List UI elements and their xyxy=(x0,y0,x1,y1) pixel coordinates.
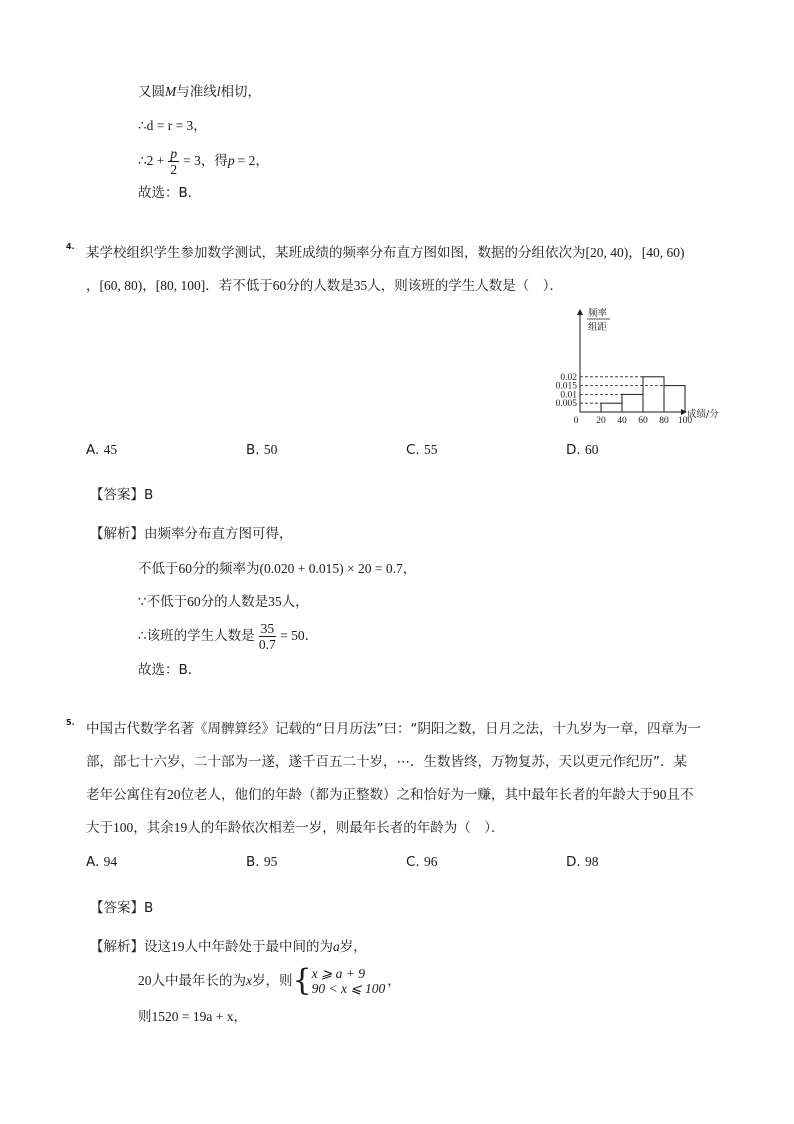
prev-solution-line-1: 又圆M与准线l相切， xyxy=(138,84,262,100)
q5-option-a[interactable]: A. 94 xyxy=(86,854,118,870)
x-axis-label: 成绩/分 xyxy=(687,409,719,420)
q4-option-a[interactable]: A. 45 xyxy=(86,442,118,458)
fraction-35-over-0.7: $\frac{35}{0.7}$ xyxy=(258,620,276,652)
question-5-number: 5. xyxy=(66,718,75,727)
y-axis-label-top: 频率 xyxy=(588,308,608,319)
inequality-system: x ⩾ a + 9 90 < x ⩽ 100 xyxy=(311,966,386,996)
y-tick-label-0.005: 0.005 xyxy=(555,399,577,410)
y-tick-label-0.015: 0.015 xyxy=(555,381,577,392)
question-4-number: 4. xyxy=(66,242,75,251)
q4-answer: 【答案】B xyxy=(90,487,154,503)
question-5-line-2: 部，部七十六岁，二十部为一遂，遂千百五二十岁，⋯．生数皆终，万物复苏，天以更元作纪历”．某 xyxy=(86,754,687,770)
prev-solution-line-4: 故选：B． xyxy=(138,185,202,201)
q4-analysis-line-1: 不低于60分的频率为(0.020 + 0.015) × 20 = 0.7， xyxy=(138,561,417,577)
q4-option-b[interactable]: B. 50 xyxy=(246,442,278,458)
fraction-p-over-2: $\frac{p}{2}$ xyxy=(170,145,178,177)
x-tick-label-20: 20 xyxy=(596,416,606,424)
histogram-bar-80-100 xyxy=(664,386,685,412)
q5-option-b[interactable]: B. 95 xyxy=(246,854,278,870)
x-tick-label-100: 100 xyxy=(677,416,693,424)
q5-analysis-line-1: 【解析】设这19人中年龄处于最中间的为a岁， xyxy=(90,939,367,955)
x-tick-label-60: 60 xyxy=(638,416,648,424)
q5-analysis-line-2: 20 人中最年长的为 x 岁，则 { x ⩾ a + 9 90 < x ⩽ 100 ， xyxy=(138,963,401,998)
prev-solution-line-2: ∴d = r = 3， xyxy=(138,118,207,133)
q4-option-d[interactable]: D. 60 xyxy=(566,442,599,458)
question-5-line-3: 老年公寓住有20位老人，他们的年龄（都为正整数）之和恰好为一赚，其中最年长者的年龄大于90且不 xyxy=(86,787,694,803)
system-brace: { xyxy=(292,963,312,998)
question-4-line-2: ，[60, 80)，[80, 100]．若不低于60分的人数是35人，则该班的学生人数是（ ）． xyxy=(86,278,563,294)
histogram-bar-60-80 xyxy=(643,377,664,412)
q4-analysis-line-2: ∵不低于60分的人数是35人， xyxy=(138,594,309,610)
q4-analysis-line-4: 故选：B． xyxy=(138,662,202,678)
frequency-histogram xyxy=(550,304,730,424)
q5-answer: 【答案】B xyxy=(90,900,154,916)
question-5-line-4: 大于100，其余19人的年龄依次相差一岁，则最年长者的年龄为（ ）． xyxy=(86,820,505,836)
y-axis-label-bottom: 组距 xyxy=(588,322,608,333)
x-tick-label-40: 40 xyxy=(617,416,627,424)
q4-analysis-line-3: ∴该班的学生人数是 $\frac{35}{0.7}$ = 50． xyxy=(138,620,319,652)
q4-option-c[interactable]: C. 55 xyxy=(406,442,438,458)
histogram-bar-40-60 xyxy=(622,394,643,412)
q4-analysis-intro: 【解析】由频率分布直方图可得， xyxy=(90,526,293,542)
q5-analysis-line-3: 则1520 = 19a + x， xyxy=(138,1009,247,1025)
x-tick-label-80: 80 xyxy=(659,416,669,424)
question-5-line-1: 中国古代数学名著《周髀算经》记载的“日月历法”曰：“阴阳之数，日月之法，十九岁为一章，四章为一 xyxy=(86,721,701,737)
y-tick-label-0.02: 0.02 xyxy=(560,372,577,383)
y-tick-label-0.01: 0.01 xyxy=(560,390,577,401)
question-4-line-1: 某学校组织学生参加数学测试，某班成绩的频率分布直方图如图，数据的分组依次为[20, 40)，[40, 60) xyxy=(86,245,685,261)
histogram-bar-20-40 xyxy=(601,403,622,412)
x-tick-label-0: 0 xyxy=(573,416,579,424)
q5-option-d[interactable]: D. 98 xyxy=(566,854,599,870)
prev-solution-line-3: ∴2 + $\frac{p}{2}$ = 3，得 p = 2， xyxy=(138,145,269,177)
q5-option-c[interactable]: C. 96 xyxy=(406,854,438,870)
